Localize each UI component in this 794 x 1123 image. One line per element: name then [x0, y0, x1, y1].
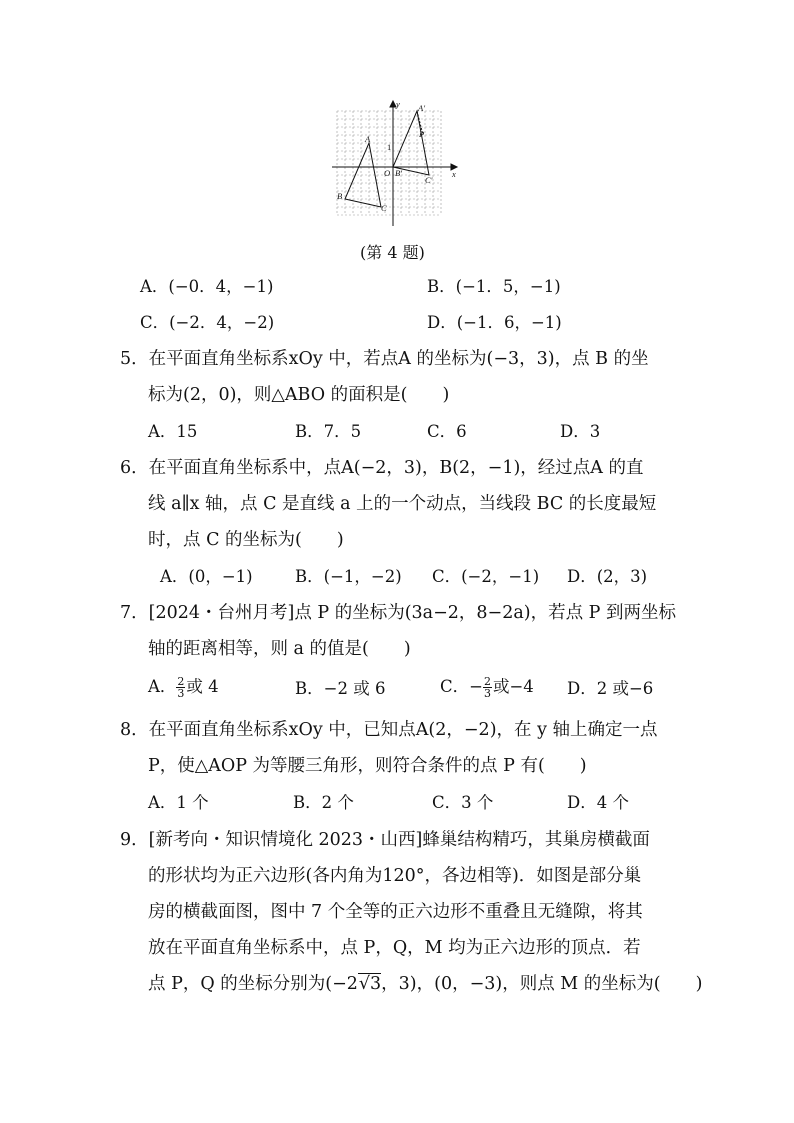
q5-option-c[interactable]: C．6 — [427, 422, 467, 441]
q4-option-b[interactable]: B．(−1．5，−1) — [427, 277, 561, 296]
fraction-numerator: 2 — [177, 675, 185, 688]
origin-label: O — [384, 168, 391, 178]
q7-option-a-suffix: 或 4 — [186, 677, 219, 696]
q6-option-c[interactable]: C．(−2，−1) — [432, 567, 540, 586]
q7-option-b[interactable]: B．−2 或 6 — [295, 679, 386, 698]
q7-option-c-suffix: 或−4 — [492, 677, 534, 696]
y-axis-label: y — [396, 99, 400, 109]
q6-stem-line3: 时，点 C 的坐标为( ) — [148, 530, 344, 550]
fraction-denominator: 3 — [483, 687, 491, 700]
point-c-prime-label: C' — [425, 175, 433, 185]
figure-caption: (第 4 题) — [360, 243, 425, 262]
point-p-label: P — [419, 129, 425, 139]
q6-option-b[interactable]: B．(−1，−2) — [295, 567, 402, 586]
q4-option-a[interactable]: A．(−0．4，−1) — [140, 277, 274, 296]
q6-option-a[interactable]: A．(0，−1) — [160, 567, 253, 586]
q6-stem-line1: 6．在平面直角坐标系中，点A(−2，3)，B(2，−1)，经过点A 的直 — [120, 458, 644, 478]
q6-stem-line2: 线 a∥x 轴，点 C 是直线 a 上的一个动点，当线段 BC 的长度最短 — [148, 494, 657, 514]
q9-stem-line1: 9．[新考向・知识情境化 2023・山西]蜂巢结构精巧，其巢房横截面 — [120, 830, 650, 850]
point-b-label: B — [337, 191, 343, 201]
q6-option-d[interactable]: D．(2，3) — [567, 567, 648, 586]
q7-option-c[interactable] — [440, 676, 534, 699]
sqrt-radicand: 3 — [370, 974, 382, 994]
coordinate-figure — [332, 98, 462, 228]
point-b-prime-label: B' — [395, 168, 403, 178]
q7-stem-line2: 轴的距离相等，则 a 的值是( ) — [148, 639, 411, 659]
q7-option-a[interactable] — [148, 676, 219, 699]
q5-option-b[interactable]: B．7．5 — [295, 422, 362, 441]
point-a-label: A — [365, 134, 371, 144]
q8-option-b[interactable]: B．2 个 — [293, 793, 354, 812]
q9-stem-line3: 房的横截面图，图中 7 个全等的正六边形不重叠且无缝隙，将其 — [148, 902, 643, 922]
q7-stem-line1: 7．[2024・台州月考]点 P 的坐标为(3a−2，8−2a)，若点 P 到两坐标 — [120, 603, 677, 623]
q5-option-a[interactable]: A．15 — [148, 422, 198, 441]
fraction — [176, 676, 185, 699]
fraction-denominator: 3 — [177, 687, 185, 700]
q8-option-c[interactable]: C．3 个 — [432, 793, 494, 812]
q7-option-d[interactable]: D．2 或−6 — [567, 679, 654, 698]
q5-option-d[interactable]: D．3 — [560, 422, 601, 441]
q7-option-a-prefix: A． — [148, 677, 177, 696]
point-c-label: C — [381, 203, 387, 213]
point-a-prime-label: A' — [418, 103, 426, 113]
q4-option-c[interactable]: C．(−2．4，−2) — [140, 313, 275, 332]
q8-option-a[interactable]: A．1 个 — [148, 793, 209, 812]
unit-label: 1 — [387, 142, 392, 152]
q9-stem-line5 — [148, 973, 702, 995]
q9-line5-part-b: ，3)，(0，−3)，则点 M 的坐标为( ) — [381, 974, 703, 994]
q8-stem-line2: P，使△AOP 为等腰三角形，则符合条件的点 P 有( ) — [148, 756, 587, 776]
q5-stem-line2: 标为(2，0)，则△ABO 的面积是( ) — [148, 385, 450, 405]
q7-option-c-prefix: C．− — [440, 677, 483, 696]
q5-stem-line1: 5．在平面直角坐标系xOy 中，若点A 的坐标为(−3，3)，点 B 的坐 — [120, 349, 649, 369]
grid — [337, 111, 441, 215]
x-axis-label: x — [452, 169, 456, 179]
q4-option-d[interactable]: D．(−1．6，−1) — [427, 313, 562, 332]
fraction-numerator: 2 — [483, 675, 491, 688]
sqrt-expression: √3 — [358, 974, 382, 994]
q9-stem-line2: 的形状均为正六边形(各内角为120°，各边相等)．如图是部分巢 — [148, 866, 642, 886]
q9-line5-part-a: 点 P，Q 的坐标分别为(−2 — [148, 974, 358, 994]
q8-stem-line1: 8．在平面直角坐标系xOy 中，已知点A(2，−2)，在 y 轴上确定一点 — [120, 720, 658, 740]
fraction — [483, 676, 492, 699]
q9-stem-line4: 放在平面直角坐标系中，点 P，Q，M 均为正六边形的顶点．若 — [148, 938, 641, 958]
q8-option-d[interactable]: D．4 个 — [567, 793, 629, 812]
